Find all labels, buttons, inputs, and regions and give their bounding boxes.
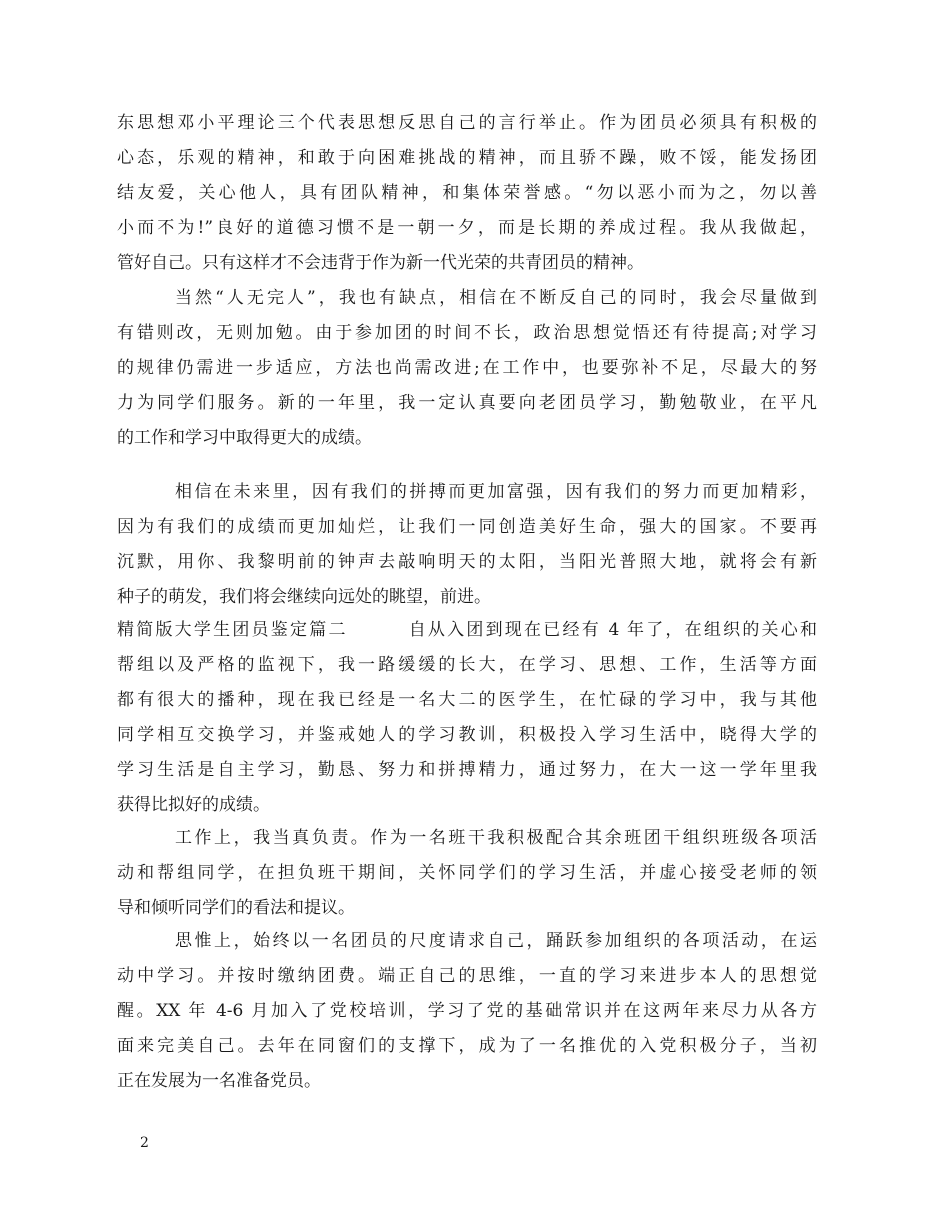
text-line: 都有很大的播种，现在我已经是一名大二的医学生，在忙碌的学习中，我与其他 [117, 690, 817, 710]
text-line: 心态，乐观的精神，和敢于向困难挑战的精神，而且骄不躁，败不馁，能发扬团 [117, 148, 817, 168]
text-line: 动和帮组同学，在担负班干期间，关怀同学们的学习生活，并虚心接受老师的领 [117, 863, 817, 883]
text-line: 相信在未来里，因有我们的拼搏而更加富强，因有我们的努力而更加精彩， [175, 482, 817, 502]
text-line: 结友爱，关心他人，具有团队精神，和集体荣誉感。“勿以恶小而为之，勿以善 [117, 183, 817, 203]
text-line: 沉默，用你、我黎明前的钟声去敲响明天的太阳，当阳光普照大地，就将会有新 [117, 552, 817, 572]
text-line: 力为同学们服务。新的一年里，我一定认真要向老团员学习，勤勉敬业，在平凡 [117, 393, 817, 413]
text-line: 获得比拟好的成绩。 [117, 795, 270, 815]
text-line: 东思想邓小平理论三个代表思想反思自己的言行举止。作为团员必须具有积极的 [117, 113, 817, 133]
text-line: 的工作和学习中取得更大的成绩。 [117, 428, 372, 448]
text-line: 面来完美自己。去年在同窗们的支撑下，成为了一名推优的入党积极分子，当初 [117, 1036, 817, 1056]
text-line: 种子的萌发，我们将会继续向远处的眺望，前进。 [117, 587, 491, 607]
text-line: 工作上，我当真负责。作为一名班干我积极配合其余班团干组织班级各项活 [175, 828, 817, 848]
text-line: 正在发展为一名准备党员。 [117, 1071, 321, 1091]
text-line: 当然“人无完人”，我也有缺点，相信在不断反自己的同时，我会尽量做到 [175, 288, 817, 308]
text-line: 帮组以及严格的监视下，我一路缓缓的长大，在学习、思想、工作，生活等方面 [117, 655, 817, 675]
text-line: 醒。XX 年 4-6 月加入了党校培训，学习了党的基础常识并在这两年来尽力从各方 [117, 1001, 817, 1021]
text-line: 导和倾听同学们的看法和提议。 [117, 898, 355, 918]
text-line: 有错则改，无则加勉。由于参加团的时间不长，政治思想觉悟还有待提高;对学习 [117, 323, 817, 343]
text-line: 思惟上，始终以一名团员的尺度请求自己，踊跃参加组织的各项活动，在运 [175, 931, 817, 951]
section-heading-line: 精简版大学生团员鉴定篇二 自从入团到现在已经有 4 年了，在组织的关心和 [117, 620, 817, 640]
text-line: 小而不为!”良好的道德习惯不是一朝一夕，而是长期的养成过程。我从我做起， [117, 218, 817, 238]
text-line: 学习生活是自主学习，勤恳、努力和拼搏精力，通过努力，在大一这一学年里我 [117, 760, 817, 780]
text-line: 的规律仍需进一步适应，方法也尚需改进;在工作中，也要弥补不足，尽最大的努 [117, 358, 817, 378]
text-line: 因为有我们的成绩而更加灿烂，让我们一同创造美好生命，强大的国家。不要再 [117, 517, 817, 537]
text-line: 同学相互交换学习，并鉴戒她人的学习教训，积极投入学习生活中，晓得大学的 [117, 725, 817, 745]
page-number: 2 [140, 1135, 149, 1151]
text-line: 动中学习。并按时缴纳团费。端正自己的思维，一直的学习来进步本人的思想觉 [117, 966, 817, 986]
text-line: 管好自己。只有这样才不会违背于作为新一代光荣的共青团员的精神。 [117, 253, 644, 273]
